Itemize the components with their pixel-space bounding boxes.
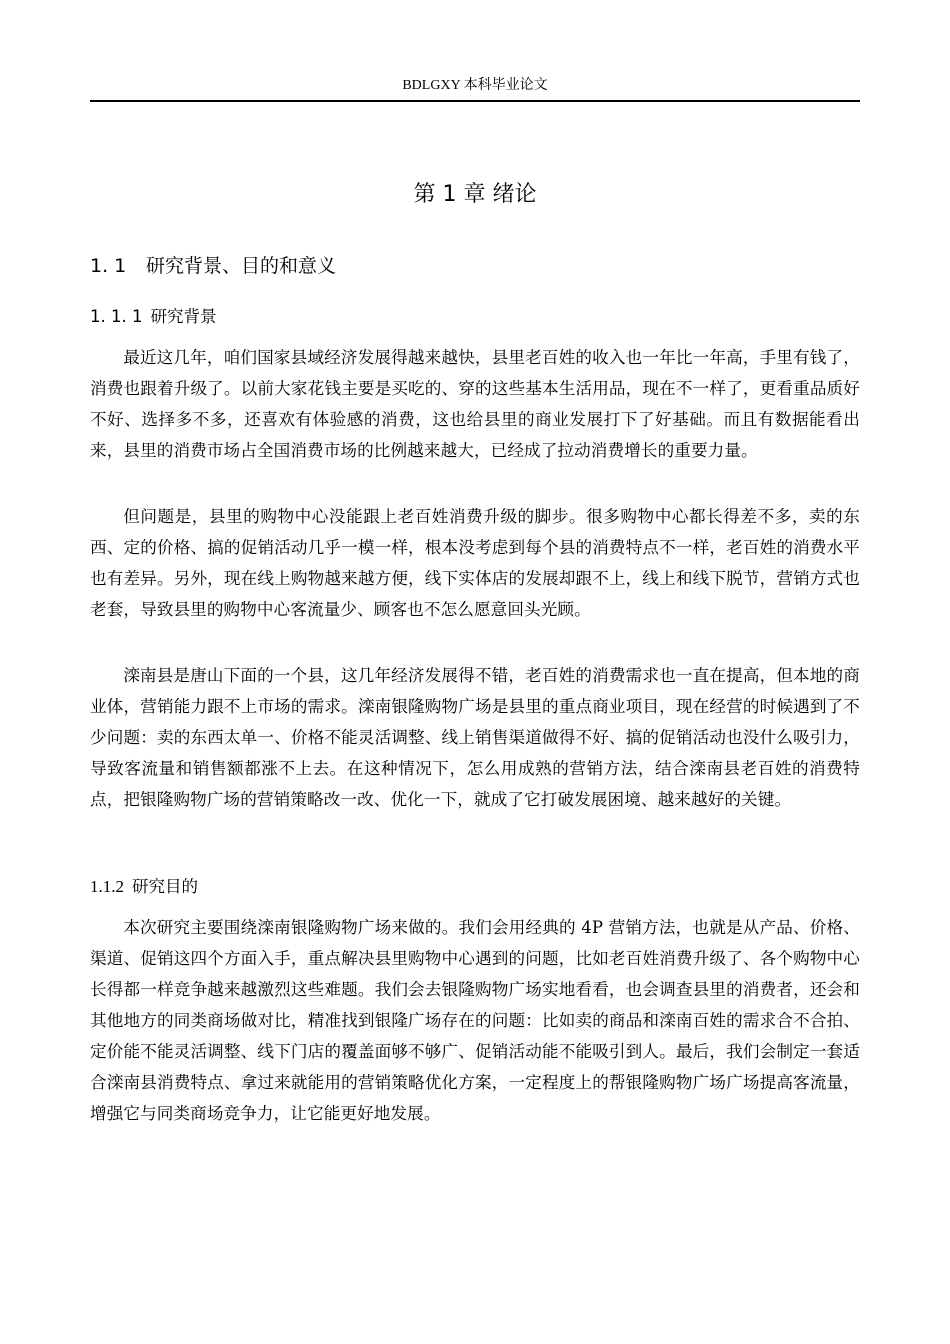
subsection-number: 1.1.2 [90, 877, 124, 896]
section-heading-1-1 [90, 253, 336, 279]
header-rule [90, 100, 860, 102]
subsection-title: 研究目的 [132, 877, 198, 896]
section-number: 1. 1 [90, 255, 127, 277]
chapter-title: 第 1 章 绪论 [413, 182, 537, 207]
subsection-title: 研究背景 [150, 307, 217, 326]
subsection-heading-1-1-1 [90, 305, 216, 329]
section-title: 研究背景、目的和意义 [146, 255, 337, 277]
subsection-heading-1-1-2 [90, 875, 198, 899]
running-header: BDLGXY 本科毕业论文 [402, 78, 548, 93]
subsection-number: 1. 1. 1 [90, 307, 143, 326]
body-paragraph: 最近这几年，咱们国家县域经济发展得越来越快，县里老百姓的收入也一年比一年高，手里有钱了，消费也跟着升级了。以前大家花钱主要是买吃的、穿的这些基本生活用品，现在不一样了，更看重品质好不好、选择多不多，还喜欢有体验感的消费，这也给县里的商业发展打下了好基础。而且有数据能看出来，县里的消费市场占全国消费市场的比例越来越大，已经成了拉动消费增长的重要力量。 [90, 348, 860, 460]
body-paragraph: 滦南县是唐山下面的一个县，这几年经济发展得不错，老百姓的消费需求也一直在提高，但本地的商业体，营销能力跟不上市场的需求。滦南银隆购物广场是县里的重点商业项目，现在经营的时候遇到了不少问题：卖的东西太单一、价格不能灵活调整、线上销售渠道做得不好、搞的促销活动也没什么吸引力，导致客流量和销售额都涨不上去。在这种情况下，怎么用成熟的营销方法，结合滦南县老百姓的消费特点，把银隆购物广场的营销策略改一改、优化一下，就成了它打破发展困境、越来越好的关键。 [90, 666, 860, 809]
body-paragraph: 但问题是，县里的购物中心没能跟上老百姓消费升级的脚步。很多购物中心都长得差不多，卖的东西、定的价格、搞的促销活动几乎一模一样，根本没考虑到每个县的消费特点不一样，老百姓的消费水平也有差异。另外，现在线上购物越来越方便，线下实体店的发展却跟不上，线上和线下脱节，营销方式也老套，导致县里的购物中心客流量少、顾客也不怎么愿意回头光顾。 [90, 507, 860, 619]
body-paragraph: 本次研究主要围绕滦南银隆购物广场来做的。我们会用经典的 4P 营销方法，也就是从产品、价格、渠道、促销这四个方面入手，重点解决县里购物中心遇到的问题，比如老百姓消费升级了、各个购物中心长得都一样竞争越来越激烈这些难题。我们会去银隆购物广场实地看看，也会调查县里的消费者，还会和其他地方的同类商场做对比，精准找到银隆广场存在的问题：比如卖的商品和滦南百姓的需求合不合拍、定价能不能灵活调整、线下门店的覆盖面够不够广、促销活动能不能吸引到人。最后，我们会制定一套适合滦南县消费特点、拿过来就能用的营销策略优化方案，一定程度上的帮银隆购物广场广场提高客流量，增强它与同类商场竞争力，让它能更好地发展。 [90, 918, 860, 1123]
